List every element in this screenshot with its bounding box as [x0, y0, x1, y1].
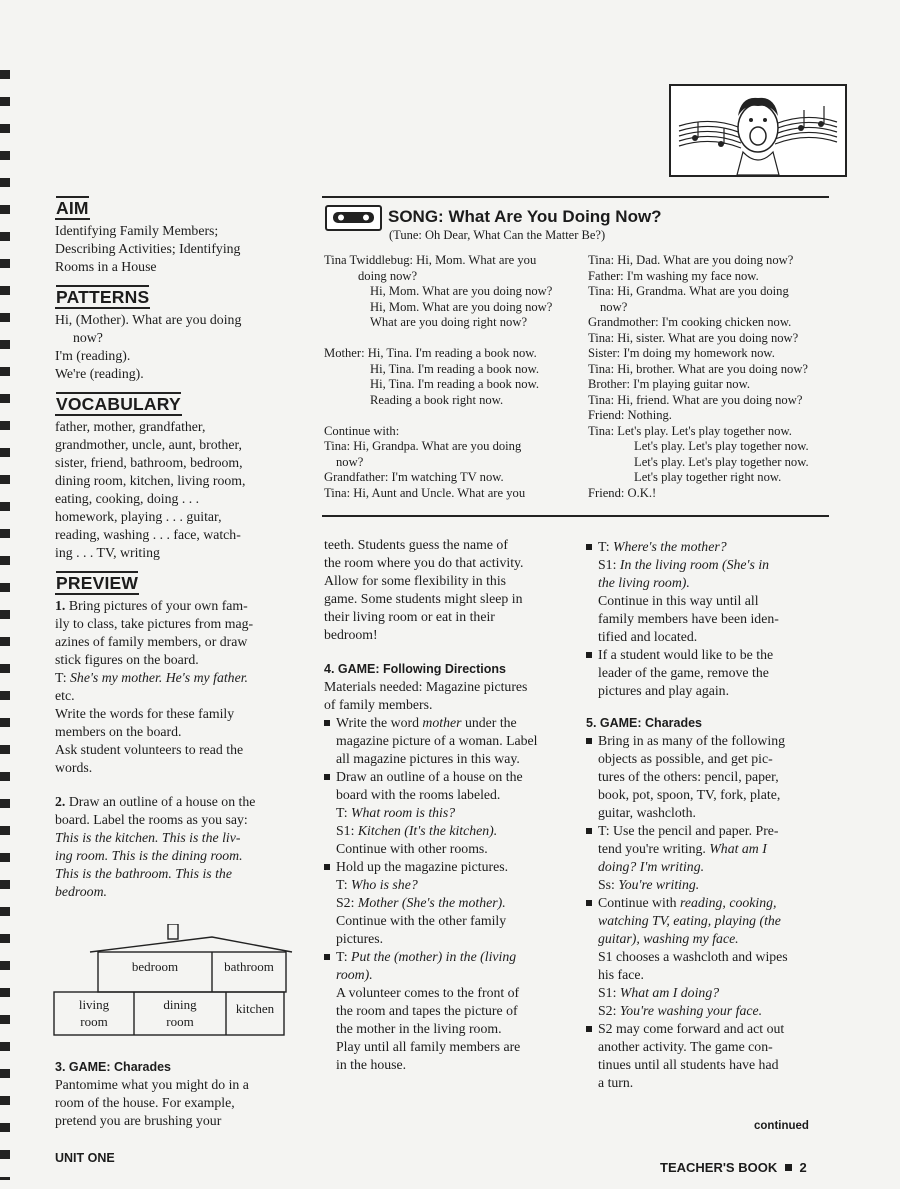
vocabulary-heading: VOCABULARY — [56, 394, 181, 414]
lyric-line — [324, 408, 580, 424]
lyric-line: Hi, Mom. What are you doing now? — [370, 284, 553, 298]
vocabulary-section — [55, 392, 305, 562]
aim-line: Rooms in a House — [55, 259, 157, 274]
lyric-line: now? — [336, 454, 364, 469]
room-dining: dining room — [163, 997, 197, 1029]
vocab-line: ing . . . TV, writing — [55, 545, 160, 560]
room-bathroom: bathroom — [224, 959, 274, 974]
lyric-line: Grandfather: I'm watching TV now. — [324, 470, 504, 484]
lyric-line: Father: I'm washing my face now. — [588, 268, 759, 283]
left-column — [55, 196, 305, 901]
preview-item-2: 2. Draw an outline of a house on the — [55, 794, 256, 809]
game-3-section: 3. GAME: Charades Pantomime what you might do in a room of the house. For example, pretend you are brushing your — [55, 1058, 305, 1130]
list-item: T: Where's the mother? S1: In the living room (She's in the living room). Continue in this way until all family members have been iden- tified and located. — [586, 538, 836, 646]
room-kitchen: kitchen — [235, 1001, 275, 1016]
patterns-heading: PATTERNS — [56, 287, 150, 307]
lyric-line: Sister: I'm doing my homework now. — [588, 346, 775, 360]
vocab-line: sister, friend, bathroom, bedroom, — [55, 455, 243, 470]
pattern-line: We're (reading). — [55, 366, 144, 381]
game-5-heading: 5. GAME: Charades — [586, 716, 703, 730]
lyric-line: Hi, Tina. I'm reading a book now. — [370, 361, 540, 376]
game-3-heading: 3. GAME: Charades — [55, 1060, 172, 1074]
preview-heading: PREVIEW — [56, 573, 139, 593]
lyric-line: Tina: Hi, Grandma. What are you doing — [588, 284, 789, 298]
song-top-rule — [322, 196, 829, 198]
lyric-line: Hi, Mom. What are you doing now? — [370, 299, 553, 314]
lyric-line: Grandmother: I'm cooking chicken now. — [588, 315, 792, 329]
song-tune: (Tune: Oh Dear, What Can the Matter Be?) — [389, 228, 606, 242]
lyric-line: Hi, Tina. I'm reading a book now. — [370, 377, 540, 391]
lyric-line: Reading a book right now. — [370, 392, 504, 407]
list-item: Draw an outline of a house on the board with the rooms labeled. T: What room is this? S1: Kitchen (It's the kitchen). Continue with other rooms. — [324, 768, 580, 858]
lyric-line: Let's play. Let's play together now. — [634, 439, 809, 453]
list-item: Continue with reading, cooking, watching TV, eating, playing (the guitar), washing my face. S1 chooses a washcloth and wipes his face. S1: What am I doing? S2: You're washing your face. — [586, 894, 836, 1020]
vocab-line: reading, washing . . . face, watch- — [55, 527, 241, 542]
vocab-line: grandmother, uncle, aunt, brother, — [55, 437, 243, 452]
list-item: T: Use the pencil and paper. Pre- tend you're writing. What am I doing? I'm writing. Ss: You're writing. — [586, 822, 836, 894]
footer-book-title: TEACHER'S BOOK — [660, 1160, 778, 1175]
lyric-line: Tina: Hi, friend. What are you doing now? — [588, 392, 803, 407]
singing-face-illustration — [669, 84, 847, 177]
lyric-line: Tina: Hi, Grandpa. What are you doing — [324, 439, 522, 453]
lyric-line: Brother: I'm playing guitar now. — [588, 377, 750, 391]
room-living: living room — [78, 997, 110, 1029]
aim-line: Describing Activities; Identifying — [55, 241, 241, 256]
preview-section: PREVIEW 1. Bring pictures of your own fam- ily to class, take pictures from mag- azines of family members, or draw stick figures on the board. T: She's my mother. He's my father. etc. Write the words for these family members on the board. Ask student volunteers to read the words. 2. Draw an outline of a house on the board. Label the rooms as you say: This is the kitchen. This is the liv- ing room. This is the dining room. This is the bathroom. This is the bedroom. — [55, 571, 305, 901]
lyric-line: Tina: Hi, sister. What are you doing now? — [588, 330, 799, 345]
right-column — [586, 538, 836, 1092]
list-item: If a student would like to be the leader of the game, remove the pictures and play again. — [586, 646, 836, 700]
lyric-line: doing now? — [358, 268, 418, 283]
continued-label: continued — [754, 1120, 809, 1132]
pattern-line: Hi, (Mother). What are you doing — [55, 312, 242, 327]
page-number: 2 — [799, 1160, 807, 1175]
footer-bullet-icon — [785, 1164, 792, 1171]
lyric-line: What are you doing right now? — [370, 315, 528, 329]
lyric-line: Mother: Hi, Tina. I'm reading a book now. — [324, 346, 537, 360]
aim-section — [55, 196, 305, 276]
list-item: T: Put the (mother) in the (living room). A volunteer comes to the front of the room and tapes the picture of the mother in the living room. Play until all family members are in the house. — [324, 948, 580, 1074]
patterns-section — [55, 285, 305, 383]
footer-book — [660, 1160, 807, 1175]
lyric-line: Tina: Hi, brother. What are you doing now? — [588, 361, 809, 376]
pattern-line: I'm (reading). — [55, 348, 131, 363]
song-title: SONG: What Are You Doing Now? — [388, 207, 662, 226]
lyric-line: Tina: Let's play. Let's play together now. — [588, 423, 792, 438]
aim-line: Identifying Family Members; — [55, 223, 219, 238]
footer-unit: UNIT ONE — [55, 1151, 115, 1165]
vocab-line: father, mother, grandfather, — [55, 419, 206, 434]
room-bedroom: bedroom — [131, 959, 179, 974]
aim-heading: AIM — [56, 198, 89, 218]
lyric-line: now? — [600, 299, 628, 314]
vocab-line: homework, playing . . . guitar, — [55, 509, 222, 524]
lyric-line — [324, 331, 580, 347]
lyric-line: Continue with: — [324, 423, 400, 438]
list-item: Hold up the magazine pictures. T: Who is she? S2: Mother (She's the mother). Continue with the other family pictures. — [324, 858, 580, 948]
song-lyrics-left — [324, 253, 580, 501]
list-item: Write the word mother under the magazine picture of a woman. Label all magazine pictures in this way. — [324, 714, 580, 768]
lyric-line: Let's play together right now. — [634, 470, 782, 484]
lyric-line: Tina Twiddlebug: Hi, Mom. What are you — [324, 253, 537, 267]
lyric-line: Let's play. Let's play together now. — [634, 454, 809, 469]
song-bottom-rule — [322, 515, 829, 517]
house-diagram — [52, 924, 296, 1036]
song-lyrics-right — [588, 253, 838, 501]
cassette-icon — [325, 205, 382, 231]
lyric-line: Tina: Hi, Aunt and Uncle. What are you — [324, 485, 526, 500]
vocab-line: eating, cooking, doing . . . — [55, 491, 200, 506]
list-item: Bring in as many of the following objects as possible, and get pic- tures of the others: pencil, paper, book, pot, spoon, TV, fork, plate, guitar, washcloth. — [586, 732, 836, 822]
preview-item-1: 1. Bring pictures of your own fam- — [55, 598, 248, 613]
lyric-line: Friend: Nothing. — [588, 408, 672, 422]
lyric-line: Tina: Hi, Dad. What are you doing now? — [588, 253, 794, 267]
vocab-line: dining room, kitchen, living room, — [55, 473, 246, 488]
list-item: S2 may come forward and act out another activity. The game con- tinues until all students have had a turn. — [586, 1020, 836, 1092]
game-4-heading: 4. GAME: Following Directions — [324, 662, 506, 676]
spiral-binding — [0, 70, 10, 1180]
pattern-line: now? — [73, 330, 103, 345]
middle-column: teeth. Students guess the name of the room where you do that activity. Allow for some flexibility in this game. Some students might sleep in their living room or eat in their bedroom! 4. GAME: Following Directions Materials needed: Magazine pictures of family members. Write the word mother under the magazine picture of a woman. Label all magazine pictures in this way. Draw an outline of a house on the board with the rooms labeled. T: What room is this? S1: Kitchen (It's the kitchen). Continue with other rooms. Hold up the magazine pictures. T: Who is she? S2: Mother (She's the mother). Continue with the other family pictures. T: Put the (mother) in the (living room). A volunteer comes to the front of the room and tapes the picture of the mother in the living room. Play until all family members are in the house. — [324, 536, 580, 1074]
lyric-line: Friend: O.K.! — [588, 485, 657, 500]
